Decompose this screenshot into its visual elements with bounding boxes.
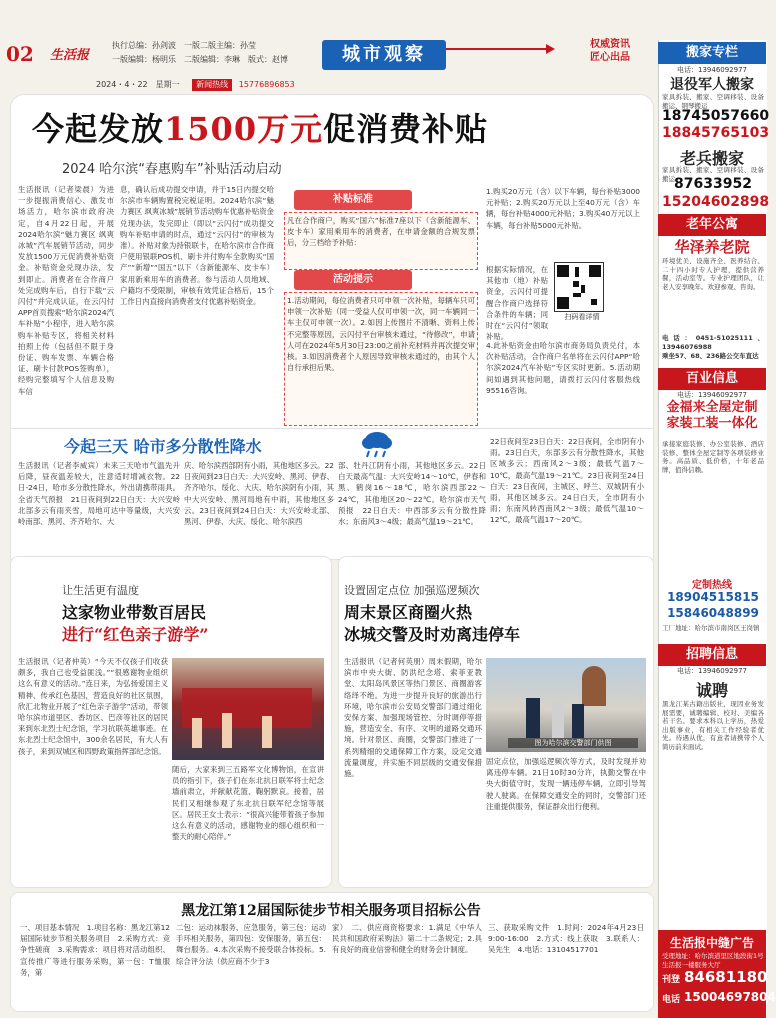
lead-headline-part2: 促消费补贴 [323,110,489,148]
weather-column-2: 庆、哈尔滨西部阴有小雨，其他地区多云。22日夜间到23日白天：大兴安岭、黑河、伊春、齐齐哈尔、绥化、大庆、哈尔滨阴有小雨，其中大兴安岭、黑河局地有中雨，其他地区多云。23日夜间到24日白天：大兴安岭北部、黑河、伊春、大庆、绥化、哈尔滨西 [184,461,334,527]
article-left-headline-1: 这家物业带数百居民 [62,603,207,622]
article-left-body: 生活报讯（记者仲英）“今天不仅孩子们收获颇多，我自己也受益匪浅。”“很感谢物业组织这么有意义的活动。”连日来，为弘扬爱国主义精神、传承红色基因，营造良好的社区氛围，欣汇北物业开展了“红色亲子游学”活动，带领哈尔滨市道里区、香坊区、巴彦等社区的居民来到东北烈士纪念馆，学习抗联英雄事迹。在东北烈士纪念馆中，300余名居民，有大人有孩子，来到双城区和四野政策指挥部纪念馆。 [18,657,168,756]
paper-name: 生活报 [50,48,90,63]
sidebar-old-num-1[interactable]: 87633952 [674,176,752,192]
box-subsidy-standard-title: 补贴标准 [294,190,412,210]
article-left-photo [172,658,324,760]
sidebar-old-num-2[interactable]: 15204602898 [662,194,770,210]
article-left-body-2: 随后，大家来到三五路军文化博物馆，在宣讲员的指引下，孩子们在东北抗日联军将士纪念墙前肃立，并献献花篮、鞠躬默哀。接着，居民们又相继参观了东北抗日联军纪念馆等展区。居民王女士表示：“很高兴能带着孩子参加这么有意义的活动，感谢物业的细心组织和一整天的耐心陪伴。” [172,765,324,842]
sidebar-biz-phone: 电话：13946092977 [677,391,747,399]
sidebar-custom-num-2[interactable]: 15846048899 [667,606,759,620]
sidebar-moving-head: 搬家专栏 [658,42,766,64]
date: 2024・4・22 星期一 [96,80,180,89]
sidebar-vet-num-1[interactable]: 18745057660 [662,108,770,124]
article-right-photo [486,658,646,752]
hotline-label: 新闻热线 [192,79,232,91]
sidebar-elderly-bus: 乘坐57、68、236路公交车直达 [662,352,759,360]
sidebar-recruit-desc: 黑龙江某古籍出版社，现因业务发展需要，诚聘编辑、校对、美编各若干名。要求本科以上学历，热爱出版事业，有相关工作经验者优先。待遇从优，有意者请携带个人简历前来面试。 [662,700,764,751]
sidebar-elderly-phone[interactable]: 电话：0451-51025111、13946076988 [662,334,764,351]
article-left-kicker: 让生活更有温度 [62,584,139,597]
tender-column-3: 家） 二、供应商资格要求：1.满足《中华人民共和国政府采购法》第二十二条规定；2.具有良好的商业信誉和健全的财务会计制度。 [332,923,482,955]
sidebar-bottom-desc: 受理地址：哈尔滨道里区地段街1号生活报一楼服务大厅 [662,952,764,969]
sidebar-recruit-head: 招聘信息 [658,644,766,666]
tender-column-2: 二包：运动袜服务、应急服务，第三包：运动手环相关服务，第四包：安保服务，第五包：舞台服务。4.本次采购不接受联合体投标。5.综合评分法（供应商不少于3 [176,923,326,966]
sidebar-vet-num-2[interactable]: 18845765103 [662,125,770,141]
sidebar-moving-phone: 电话：13946092977 [677,66,747,74]
sidebar-elderly-name: 华泽养老院 [674,238,750,256]
article-right-headline-2: 冰城交警及时劝离违停车 [344,625,521,644]
lead-column-1: 生活报讯（记者梁晨）为进一步提振消费信心、激发市场活力，哈尔滨市政府决定，自4月22日起，开展2024哈尔滨“魅力赛区 飒爽冰城”汽车展销节活动，同步发放1500万元促消费补贴资金。补贴资金兑现办法，发到即止。消费者在合作商户处完成购车后，自行下载“云闪付”并完成认证，在云闪付APP首页搜索“哈尔滨2024汽车补贴”小程序，进入哈尔滨购车补贴专区，将相关材料拍照上传（包括但不限于身份证、购车发票、车辆合格证、刷卡付款POS签购单），经购完整填写个人信息及购车信 [18,185,114,396]
weather-column-4: 22日夜间至23日白天：22日夜间，全市阴有小雨。23日白天，东部多云有分散性降水，其他区域多云；西南风2～3级；最低气温7～10℃，最高气温19～21℃。23日夜间至24日白天：23日夜间，主城区、呼兰、双城阴有小雨，其他区域多云。24日白天，全市阴有小雨；东南风转西南风2～3级；最低气温10～12℃，最高气温17～20℃。 [490,437,644,525]
dateline [96,79,651,91]
weather-headline: 今起三天 哈市多分散性降水 [64,437,262,456]
sidebar-vet-mover: 退役军人搬家 [670,77,754,93]
lead-column-2: 息，确认后成功提交申请，并于15日内提交哈尔滨市车辆购置税完税证明。2024哈尔滨“魅力赛区 飒爽冰城”展销节活动购车优惠补贴资金兑现办法，发完即止（即以“云闪付”成功提交购车补贴申请的时点，通过“云闪付”的审核为准）。补贴对象为持银联卡，在哈尔滨市合作商户使用银联POS机、刷卡并付购车全款购买“国产”“新增”“国五”以下（含新能源车、皮卡车）家用新乘用车的消费者。参与活动人员地域、户籍均不受限制，审核有效凭证合格后，15个工作日内直接向消费者支付优惠补贴资金。 [120,185,274,307]
sidebar-custom-num-1[interactable]: 18904515815 [667,590,759,604]
qr-caption: 扫码看详情 [564,313,600,321]
lead-headline-highlight: 1500万元 [164,110,324,148]
sidebar-vet-desc: 家具拆装、搬家、空调移装、设备搬运、钢琴搬运 [662,93,764,110]
lead-headline [32,104,488,150]
lead-headline-part1: 今起发放 [32,110,165,148]
sidebar-elderly-head: 老年公寓 [658,214,766,236]
weather-column-3: 部、牡丹江阴有小雨，其他地区多云。22日白天最高气温：大兴安岭14～10℃，伊春和黑、鹤岗16～18℃，哈尔滨西部22～24℃，其他地区20～22℃。哈尔滨市天气预报 22日白天：中西部多云有分散性降水；东南风3～4级；最高气温19～21℃。 [338,461,486,527]
weather-column-1: 生活报讯（记者李威宾）未来三天哈市气温先升后降，昼夜温差较大，注意适时增减衣物。22日-24日，哈市多分散性降水，外出请携带雨具。全省天气预报 21日夜间到22日白天：大兴安岭北部多云有雨夹雪，局地可达中等量级，大兴安岭南部、黑河、齐齐哈尔、大 [18,461,180,527]
sidebar-elderly-desc: 环境优美、设施齐全、医养结合、二十四小时专人护理，提供营养餐，活动室等。专业护理团队，让老人安享晚年。欢迎参观、咨询。 [662,257,764,291]
article-right-body: 生活报讯（记者何英朋）周末假期，哈尔滨市中央大街、防洪纪念塔、索菲亚教堂、太阳岛风景区等热门景区、商圈游客络绎不绝。为进一步提升良好的旅游出行环境，哈尔滨市公安局交警部门通过细化安保方案、加强现场管控、分时调停等措施，营造安全、有序、文明的道路交通环境。针对景区、商圈，交警部门推进了一系列精细的交通保障工作方案，设定交通流量调度，并实施不同层级的交通安保措施。 [344,657,482,779]
sidebar-bottom-label-2: 电话 [662,995,681,1005]
tagline-line-1: 权威资讯 [590,39,630,50]
sidebar-bottom-label-1: 刊登 [662,975,681,985]
tender-column-1: 一、项目基本情况 1.项目名称：黑龙江第12届国际徒步节相关服务项目 2.采购方式：竞争性磋商 3.采购需求：项目将对活动组织、宣传推广等进行服务采购，第一包：T恤服务，第 [20,923,170,977]
sidebar-old-desc: 家具拆装、搬家、空调移装、设备搬运 [662,166,764,183]
box-tips-title: 活动提示 [294,270,412,290]
sidebar-custom-label: 定制热线 [692,580,732,591]
arrow-head-icon [546,44,555,54]
banner-arrow-line [446,48,546,50]
sidebar-recruit-phone: 电话：13946092977 [677,667,747,675]
sidebar-bottom-title: 生活报中缝广告 [669,936,754,950]
article-right-headline-1: 周末景区商圈火热 [344,603,473,622]
lead-subtitle: 2024 哈尔滨“春惠购车”补贴活动启动 [62,162,282,177]
article-right-kicker: 设置固定点位 加强巡逻频次 [344,584,480,597]
sidebar-metal-desc: 承接家庭装修、办公室装修、酒店装修、整体全屋定制等各项装修业务。高品质、低价格，十年老品牌，值得信赖。 [662,440,764,474]
staff-line-1: 执行总编：孙剑波 一版二版主编：孙莹 [112,41,256,50]
tender-column-4: 三、获取采购文件 1.时间：2024年4月23日9:00-16:00 2.方式：线上获取 3.联系人：吴先生 4.电话：13104517701 [488,923,644,955]
hotline-number: 15776896853 [238,80,295,89]
tagline [590,38,630,64]
article-right-body-2: 固定点位，加强巡逻频次等方式，及时发现并劝离违停车辆。21日10时30分许，执勤交警在中央大街值守时，发现一辆违停车辆，立即引导驾驶人驶离。在保障交通安全的同时，交警部门还注重提供服务，保证群众出行便利。 [486,757,646,811]
rain-cloud-icon [360,428,394,460]
box-subsidy-standard-text: 凡在合作商户，购买“国六”标准7座以下（含新能源车、皮卡车）家用乘用车的消费者，在申请金额的合规发票后，分三档给予补贴： [284,212,478,270]
tagline-line-2: 匠心出品 [590,52,630,63]
article-right-photo-caption: 图为哈尔滨交警部门供图 [508,738,638,748]
tender-title: 黑龙江第12届国际徒步节相关服务项目招标公告 [181,903,481,919]
sidebar-bottom-num-1[interactable]: 84681180 [684,968,768,986]
lead-tail: 4.此补贴资金由哈尔滨市商务局负责兑付，本次补贴活动，合作商户名单将在云闪付APP“哈尔滨2024汽车补贴”专区实时更新。5.活动期间如遇到其他问题，请拨打云闪付客服热线95516咨询。 [486,341,640,395]
sidebar-metal-ad: 金福来全屋定制 家装工装一体化 [666,400,758,431]
article-left-headline-2: 进行“红色亲子游学” [62,625,209,644]
sidebar-old-soldier: 老兵搬家 [679,149,744,168]
page-number: 02 [6,42,34,66]
section-banner: 城市观察 [322,40,446,70]
sidebar-recruit-name: 诚聘 [695,681,728,700]
sidebar-biz-head: 百业信息 [658,368,766,390]
lead-tiers: 1.购买20万元（含）以下车辆，每台补贴3000元补贴；2.购买20万元以上至40万元（含）车辆，每台补贴4000元补贴；3.购买40万元以上车辆，每台补贴5000元补贴。 [486,187,640,230]
qr-code-icon[interactable] [554,262,604,312]
lead-qr-note: 根据实际情况，在其他市（地）补贴资金，云闪付可提醒合作商户选择符合条件的车辆；同时在“云闪付”领取补贴。 [486,265,548,342]
sidebar-bottom-num-2[interactable]: 15004697804 [684,990,776,1004]
sidebar-custom-addr: 工厂地址：哈尔滨市南岗区王岗镇 [662,624,760,632]
box-tips-text: 1.活动期间，每位消费者只可申领一次补贴，每辆车只可申领一次补贴（同一受益人仅可申领一次，同一车辆同一车主仅可申领一次）。2.如因上传图片不清晰、资料上传不完整等原因，云闪付平台审核未通过，“待修改”，申请人可在2024年5月30日23:00之前补充材料并再次提交审核。3.如因消费者个人原因导致审核未通过的，由其个人自行承担后果。 [284,292,478,426]
staff-line-2: 一版编辑：杨明乐 二版编辑：李琳 版式：赵博 [112,55,288,64]
